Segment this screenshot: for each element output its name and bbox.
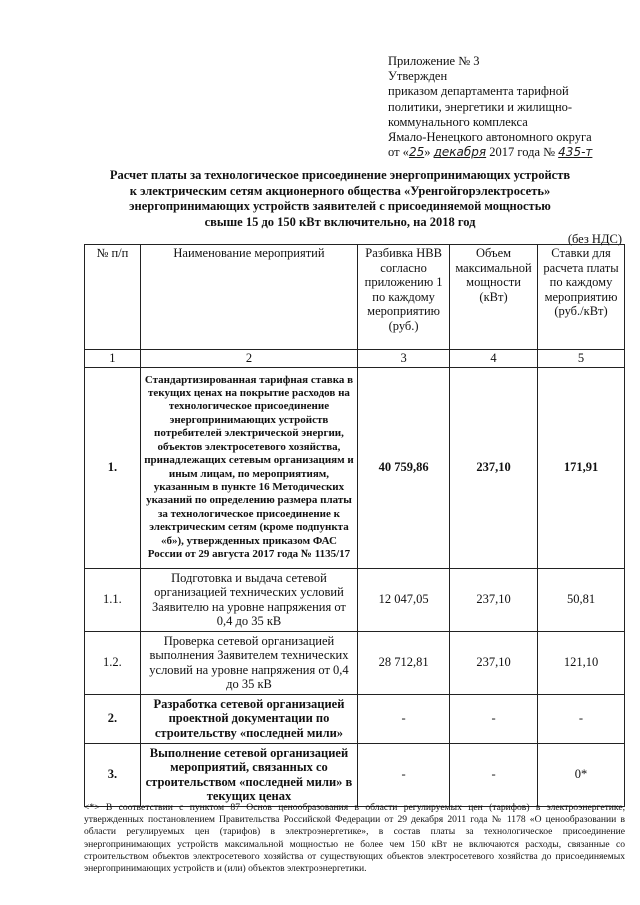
row-name: Выполнение сетевой организацией мероприятий, связанных со строительством «последней мили» в текущих ценах bbox=[140, 743, 357, 806]
col-number: 2 bbox=[140, 350, 357, 368]
row-name: Разработка сетевой организацией проектной документации по строительству «последней мили» bbox=[140, 694, 357, 743]
table-row bbox=[85, 694, 625, 743]
handwritten-order-number: 435-т bbox=[558, 145, 593, 160]
header-power: Объем максимальной мощности (кВт) bbox=[450, 245, 538, 350]
approval-line: Утвержден bbox=[388, 69, 448, 84]
row-name: Подготовка и выдача сетевой организацией технических условий Заявителю на уровне напряжения от 0,4 до 35 кВ bbox=[140, 568, 357, 631]
row-rate: 0* bbox=[538, 743, 625, 806]
approval-line: Приложение № 3 bbox=[388, 54, 480, 68]
col-number: 4 bbox=[450, 350, 538, 368]
row-nvv: 40 759,86 bbox=[358, 367, 450, 568]
row-rate: 171,91 bbox=[538, 367, 625, 568]
header-nvv: Разбивка НВВ согласно приложению 1 по каждому мероприятию (руб.) bbox=[358, 245, 450, 350]
document-title bbox=[100, 168, 580, 230]
row-num: 2. bbox=[85, 694, 141, 743]
approval-line: политики, энергетики и жилищно- bbox=[388, 99, 573, 114]
col-number: 5 bbox=[538, 350, 625, 368]
approval-line: приказом департамента тарифной bbox=[388, 84, 569, 99]
row-nvv: 28 712,81 bbox=[358, 631, 450, 694]
row-rate: - bbox=[538, 694, 625, 743]
row-rate: 121,10 bbox=[538, 631, 625, 694]
handwritten-month: декабря bbox=[433, 145, 487, 160]
table-row bbox=[85, 367, 625, 568]
date-mid: » bbox=[424, 145, 431, 160]
row-nvv: - bbox=[358, 694, 450, 743]
col-number: 1 bbox=[85, 350, 141, 368]
table-row bbox=[85, 743, 625, 806]
col-number: 3 bbox=[358, 350, 450, 368]
column-number-row bbox=[85, 350, 625, 368]
row-nvv: - bbox=[358, 743, 450, 806]
approval-block bbox=[388, 54, 628, 160]
date-prefix: от « bbox=[388, 145, 409, 160]
row-rate: 50,81 bbox=[538, 568, 625, 631]
vat-note: (без НДС) bbox=[567, 232, 622, 246]
approval-line: Ямало-Ненецкого автономного округа bbox=[388, 130, 592, 145]
row-power: - bbox=[450, 694, 538, 743]
row-num: 3. bbox=[85, 743, 141, 806]
row-name: Проверка сетевой организацией выполнения Заявителем технических условий на уровне напряжения от 0,4 до 35 кВ bbox=[140, 631, 357, 694]
header-rate: Ставки для расчета платы по каждому мероприятию (руб./кВт) bbox=[538, 245, 625, 350]
header-name: Наименование мероприятий bbox=[140, 245, 357, 350]
row-power: 237,10 bbox=[450, 568, 538, 631]
title-line: свыше 15 до 150 кВт включительно, на 2018 год bbox=[204, 214, 476, 229]
date-year: 2017 года № bbox=[489, 145, 556, 160]
row-num: 1. bbox=[85, 367, 141, 568]
row-nvv: 12 047,05 bbox=[358, 568, 450, 631]
row-power: 237,10 bbox=[450, 367, 538, 568]
header-num: № п/п bbox=[85, 245, 141, 350]
title-line: к электрическим сетям акционерного общества «Уренгойгорэлектросеть» bbox=[129, 183, 551, 198]
table-header-row bbox=[85, 245, 625, 350]
approval-line: коммунального комплекса bbox=[388, 114, 528, 129]
footnote: <*> В соответствии с пунктом 87 Основ ценообразования в области регулируемых цен (тарифов) в электроэнергетике, утвержденных постановлением Правительства Российской Федерации от 29 декабря 2011 года № 1178 «О ценообразовании в области регулируемых цен (тарифов) в электроэнергетике», в состав платы за технологическое присоединение энергопринимающих устройств максимальной мощностью не более чем 150 кВт не включаются расходы, связанные со строительством объектов электросетевого хозяйства от существующих объектов электросетевого хозяйства до присоединяемых энергопринимающих устройств и (или) объектов электроэнергетики. bbox=[84, 802, 625, 875]
title-line: энергопринимающих устройств заявителей с присоединяемой мощностью bbox=[129, 199, 551, 213]
row-num: 1.1. bbox=[85, 568, 141, 631]
table-row bbox=[85, 568, 625, 631]
approval-date-line bbox=[388, 145, 628, 160]
row-power: - bbox=[450, 743, 538, 806]
title-line: Расчет платы за технологическое присоединение энергопринимающих устройств bbox=[109, 168, 571, 182]
tariff-table bbox=[84, 244, 625, 807]
row-power: 237,10 bbox=[450, 631, 538, 694]
table-row bbox=[85, 631, 625, 694]
row-num: 1.2. bbox=[85, 631, 141, 694]
handwritten-day: 25 bbox=[408, 145, 425, 160]
row-name: Стандартизированная тарифная ставка в текущих ценах на покрытие расходов на технологическое присоединение энергопринимающих устройств потребителей электрической энергии, объектов электросетевого хозяйства, принадлежащих сетевым организациям и иным лицам, по мероприятиям, указанным в пункте 16 Методических указаний по определению размера платы за технологическое присоединение к электрическим сетям (кроме подпункта «б»), утвержденных приказом ФАС России от 29 августа 2017 года № 1135/17 bbox=[140, 367, 357, 568]
